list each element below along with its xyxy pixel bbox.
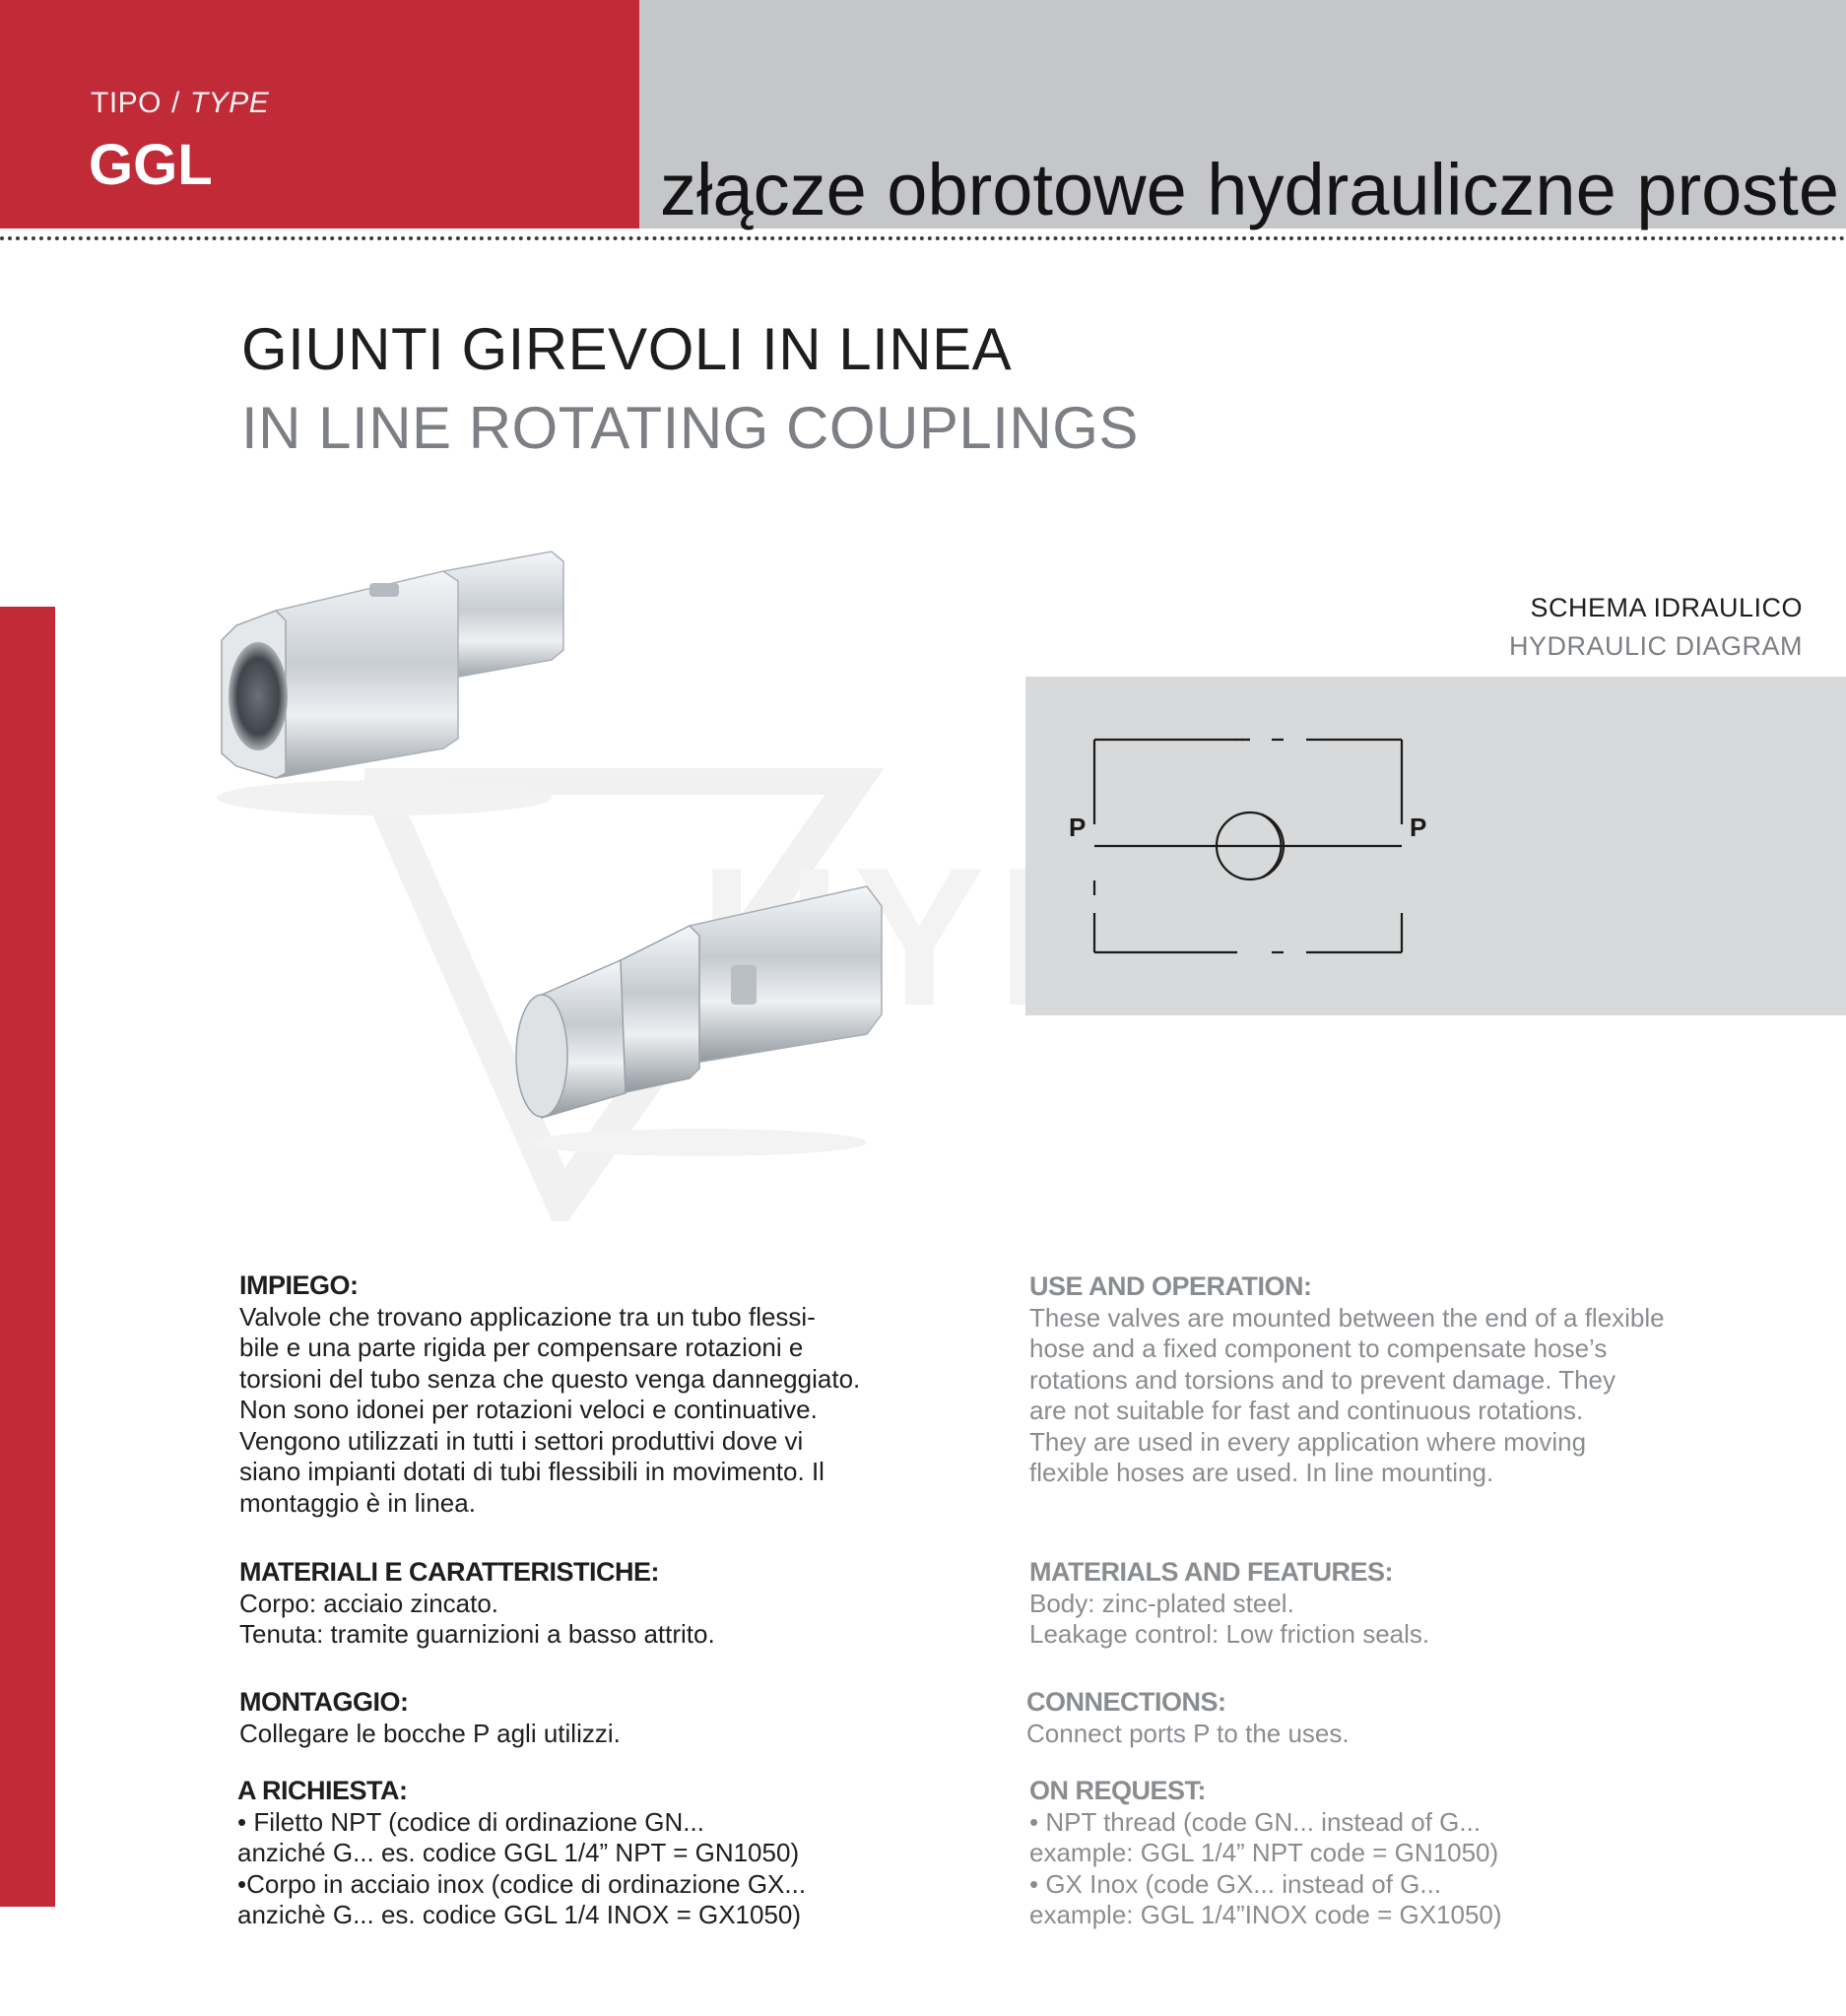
text-line: Tenuta: tramite guarnizioni a basso attrito.	[239, 1619, 715, 1649]
text-line: • Filetto NPT (codice di ordinazione GN...	[237, 1806, 704, 1837]
heading-connections: CONNECTIONS:	[1026, 1687, 1226, 1717]
diagram-label-en: HYDRAULIC DIAGRAM	[1508, 631, 1803, 661]
text-line: anzichè G... es. codice GGL 1/4 INOX = GX1050)	[237, 1900, 802, 1929]
text-line: Connect ports P to the uses.	[1026, 1718, 1350, 1748]
header-dotted-divider	[0, 236, 1846, 240]
text-line: • GX Inox (code GX... instead of G...	[1029, 1868, 1442, 1899]
section-montaggio	[239, 1687, 621, 1749]
heading-on-request: ON REQUEST:	[1029, 1776, 1207, 1805]
text-line: montaggio è in linea.	[239, 1487, 476, 1518]
hydraulic-diagram	[1025, 677, 1846, 1015]
text-line: example: GGL 1/4”INOX code = GX1050)	[1029, 1900, 1502, 1929]
text-line: bile e una parte rigida per compensare rotazioni e	[239, 1333, 804, 1362]
text-line: Vengono utilizzati in tutti i settori produttivi dove vi	[239, 1425, 804, 1456]
text-line: Body: zinc-plated steel.	[1029, 1588, 1294, 1618]
text-line: • NPT thread (code GN... instead of G...	[1029, 1806, 1482, 1837]
heading-richiesta: A RICHIESTA:	[237, 1776, 408, 1805]
text-line: example: GGL 1/4” NPT code = GN1050)	[1029, 1838, 1499, 1867]
type-label-en: TYPE	[189, 87, 270, 119]
text-line: flexible hoses are used. In line mounting.	[1029, 1458, 1494, 1487]
section-materials-features	[1029, 1557, 1429, 1651]
text-line: They are used in every application where moving	[1029, 1426, 1587, 1457]
heading-materiali: MATERIALI E CARATTERISTICHE:	[239, 1557, 659, 1587]
text-line: torsioni del tubo senza che questo venga danneggiato.	[239, 1363, 861, 1394]
side-red-strip	[0, 607, 55, 1907]
tipo-label-it: TIPO	[91, 87, 163, 119]
text-line: siano impianti dotati di tubi flessibili in movimento. Il	[239, 1457, 824, 1486]
diagram-label-it: SCHEMA IDRAULICO	[1530, 593, 1803, 622]
type-separator: /	[171, 87, 180, 119]
heading-impiego: IMPIEGO:	[239, 1270, 359, 1300]
text-line: Non sono idonei per rotazioni veloci e continuative.	[239, 1395, 818, 1424]
text-line: anziché G... es. codice GGL 1/4” NPT = GN1050)	[237, 1838, 800, 1867]
hydraulic-schematic	[1025, 677, 1846, 1015]
page-title-it: GIUNTI GIREVOLI IN LINEA	[241, 316, 1013, 382]
text-line: Corpo: acciaio zincato.	[239, 1588, 499, 1618]
text-line: Leakage control: Low friction seals.	[1029, 1619, 1430, 1649]
text-line: are not suitable for fast and continuous rotations.	[1029, 1396, 1584, 1425]
section-richiesta	[237, 1776, 806, 1931]
heading-use-operation: USE AND OPERATION:	[1029, 1271, 1312, 1301]
text-line: Collegare le bocche P agli utilizzi.	[239, 1718, 621, 1748]
port-right-label: P	[1410, 813, 1427, 842]
text-line: Valvole che trovano applicazione tra un tubo flessi-	[239, 1301, 816, 1332]
port-left-label: P	[1069, 813, 1087, 842]
product-image-coupling-front	[197, 532, 581, 827]
product-image-coupling-rear	[502, 867, 896, 1162]
section-impiego	[239, 1270, 860, 1519]
polish-title: złącze obrotowe hydrauliczne proste	[660, 149, 1839, 230]
text-line: rotations and torsions and to prevent damage. They	[1029, 1364, 1616, 1395]
page-title-en: IN LINE ROTATING COUPLINGS	[241, 395, 1139, 461]
heading-montaggio: MONTAGGIO:	[239, 1687, 409, 1717]
section-materiali	[239, 1557, 715, 1651]
product-code: GGL	[89, 133, 213, 197]
section-on-request	[1029, 1776, 1502, 1931]
text-line: These valves are mounted between the end of a flexible	[1029, 1302, 1665, 1333]
section-connections	[1026, 1687, 1350, 1749]
text-line: •Corpo in acciaio inox (codice di ordinazione GX...	[237, 1868, 807, 1899]
section-use-operation	[1029, 1271, 1665, 1489]
heading-materials-features: MATERIALS AND FEATURES:	[1029, 1557, 1393, 1587]
text-line: hose and a fixed component to compensate hose’s	[1029, 1333, 1608, 1363]
type-label	[91, 87, 269, 120]
